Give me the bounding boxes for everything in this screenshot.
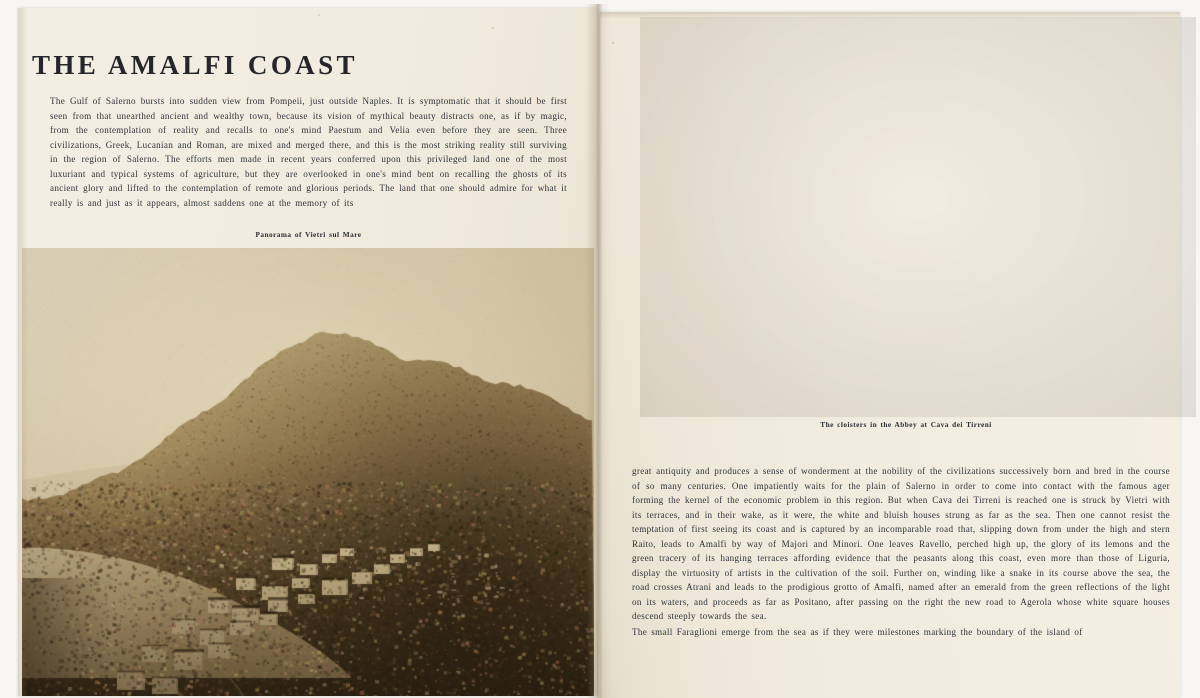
photo-panorama-vietri-sul-mare xyxy=(22,248,594,696)
right-body-paragraph-1: great antiquity and produces a sense of wonderment at the nobility of the civilizations successively born and bred in the course of so many centuries. One impatiently waits for the plain of Salerno in order to come into contact with the famous ager forming the kernel of the economic problem in this region. But when Cava dei Tirreni is reached one is struck by Vietri with its terraces, and in their wake, as it were, the white and bluish houses strung as far as the sea. Then one cannot resist the temptation of first seeing its coast and is captured by an incomparable road that, slipping down from under the high and stern Raito, leads to Amalfi by way of Majori and Minori. One leaves Ravello, perched high up, the glory of its lemons and the green tracery of its hanging terraces affording evidence that the peasants along this coast, even more than those of Liguria, display the virtuosity of artists in the cultivation of the soil. Further on, winding like a snake in its course above the sea, the road crosses Atrani and leads to the prodigious grotto of Amalfi, named after an emerald from the green reflections of the light on its waters, and proceeds as far as Positano, after passing on the right the new road to Agerola whose white square houses descend steeply towards the sea. xyxy=(632,466,1170,622)
right-photo-caption: The cloisters in the Abbey at Cava dei Tirreni xyxy=(820,420,992,429)
left-page-body-text: The Gulf of Salerno bursts into sudden view from Pompeii, just outside Naples. It is symptomatic that it should be first seen from that unearthed ancient and wealthy town, because its vision of mythical beauty distracts one, as if by magic, from the contemplation of reality and recalls to one's mind Paestum and Velia even before they are seen. Three civilizations, Greek, Lucanian and Roman, are mixed and merged there, and this is the most striking reality still surviving in the region of Salerno. The efforts men made in recent years conferred upon this privileged land one of the most luxuriant and typical systems of agriculture, but they are overlooked in one's mind bent on recalling the ghosts of its ancient glory and lifted to the contemplation of remote and glorious periods. The land that one should admire for what it really is and just as it appears, almost saddens one at the memory of its xyxy=(50,96,567,208)
left-photo-caption: Panorama of Vietri sul Mare xyxy=(255,230,362,239)
photo-cloisters-abbey-cava-dei-tirreni xyxy=(640,17,1196,417)
page-title: THE AMALFI COAST xyxy=(32,50,358,81)
right-page-body-text xyxy=(632,464,1170,640)
right-body-paragraph-2: The small Faraglioni emerge from the sea as if they were milestones marking the boundary of the island of xyxy=(632,627,1083,638)
